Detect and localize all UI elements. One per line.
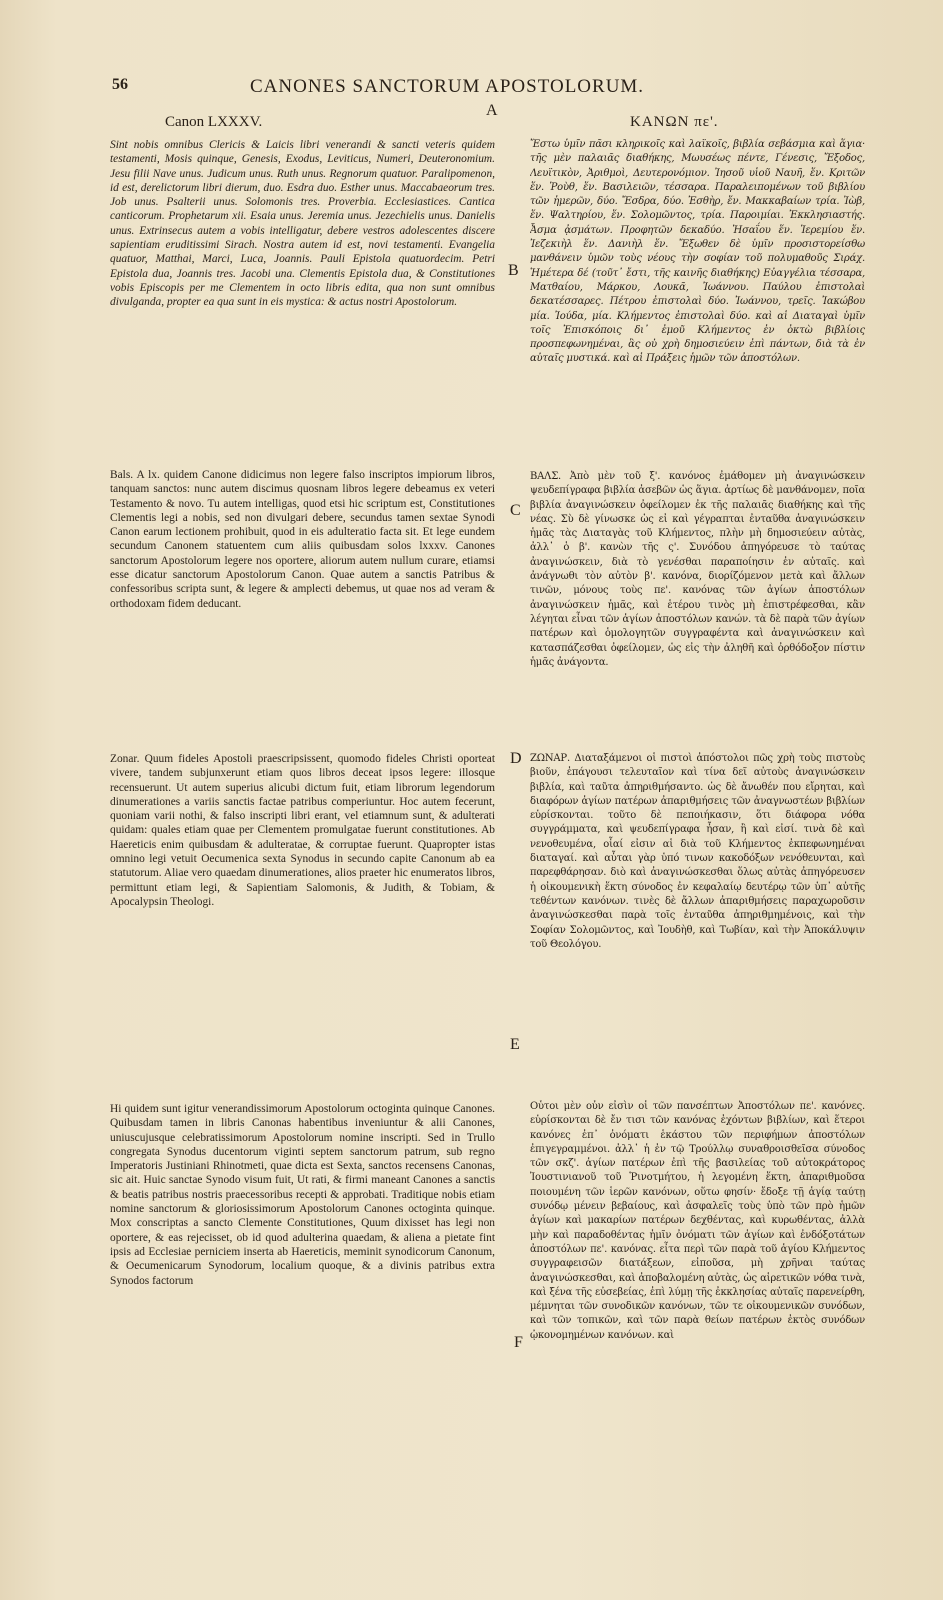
greek-closing-text: Οὗτοι μὲν οὖν εἰσὶν οἱ τῶν πανσέπτων Ἀποστόλων πε'. κανόνες. εὑρίσκονται δὲ ἔν τισι τῶν κανόνας ἐχόντων βιβλίων, καὶ ἕτεροι κανόνες ἐπ᾽ ὀνόματι ἑκάστου τῶν περιφήμων ἀποστόλων ἐπιγεγραμμένοι. ἀλλ᾽ ἡ ἐν τῷ Τρούλλῳ συναθροισθεῖσα σύνοδος τῶν σκζ'. ἁγίων πατέρων ἐπὶ τῆς βασιλείας τοῦ αὐτοκράτορος Ἰουστινιανοῦ τοῦ Ῥινοτμήτου, ἡ λεγομένη ἕκτη, ἀπαριθμοῦσα ποιουμένη τῶν ἱερῶν κανόνων, οὕτω φησίν· ἔδοξε τῇ ἁγίᾳ ταύτῃ συνόδῳ μένειν βεβαίους, καὶ ἀσφαλεῖς τοὺς ὑπὸ τῶν πρὸ ἡμῶν ἁγίων καὶ μακαρίων πατέρων δεχθέντας, καὶ κυρωθέντας, ἀλλὰ μὴν καὶ παραδοθέντας ἡμῖν ὀνόματι τῶν ἁγίων καὶ ἐνδόξοτάτων ἀποστόλων πε'. κανόνας. εἶτα περὶ τῶν παρὰ τοῦ ἁγίου Κλήμεντος συγγραφεισῶν διατάξεων, εἰποῦσα, μὴ χρῆναι ταύτας ἀναγινώσκεσθαι, καὶ ἀποβαλομένη αὐτὰς, ὡς αἱρετικῶν νόθα τινὰ, καὶ ξένα τῆς εὐσεβείας, ἐπὶ λύμῃ τῆς ἐκκλησίας αὐταῖς παρενείρθη, μέμνηται τῶν συνοδικῶν κανόνων, τῶν τε οἰκουμενικῶν συνόδων, καὶ τῶν τοπικῶν, καὶ τῶν παρὰ θείων πατέρων ἐκτὸς συνόδων ᾠκονομημένων κανόνων. καὶ	[530, 1101, 865, 1341]
greek-zonaras-block	[530, 752, 865, 1082]
greek-closing-block	[530, 1100, 865, 1525]
latin-canon-title: Canon LXXXV.	[165, 114, 263, 130]
latin-closing-block	[110, 1102, 495, 1522]
greek-zonaras-commentary: ΖΩΝΑΡ. Διαταξάμενοι οἱ πιστοὶ ἀπόστολοι πῶς χρὴ τοὺς πιστοὺς βιοῦν, ἐπάγουσι τελευταῖον καὶ τίνα δεῖ αὐτοὺς ἀναγινώσκειν βιβλία, καὶ ταῦτα ἀπηριθμήσαντο. ὡς δὲ ἄνωθέν που εἴρηται, καὶ διαφόρων ἁγίων πατέρων ἀπαριθμήσεις τῶν ἀναγνωστέων βιβλίων εὑρίσκονται. τοῦτο δὲ πεποιήκασιν, ὅτι διάφορα νόθα συγγράμματα, καὶ ψευδεπίγραφα ἦσαν, ἢ καὶ εἰσί. τινὰ δὲ καὶ νενοθευμένα, οἷαί εἰσιν αἱ διὰ τοῦ Κλήμεντος ἐκπεφωνημέναι διαταγαί. καὶ αὗται γὰρ ὑπό τινων κακοδόξων νενόθευνται, καὶ παρεφθάρησαν. διὸ καὶ ἀναγινώσκεσθαι ὅλως αὐτὰς ἀπηγόρευσεν ἡ οἰκουμενικὴ ἕκτη σύνοδος ἐν κεφαλαίῳ δευτέρῳ τῶν ὑπ᾽ αὐτῆς τεθέντων κανόνων. τινὲς δὲ ἄλλων ἀπαριθμήσεις παραχωροῦσιν ἀναγινώσκεσθαι παρὰ τοῖς ἐνταῦθα ἀπηριθμημένοις, καὶ τὴν Σοφίαν Σολομῶντος, καὶ Ἰουδὴθ, καὶ Τωβίαν, καὶ τὴν Ἀποκάλυψιν τοῦ Θεολόγου.	[530, 753, 865, 950]
margin-letter-c: C	[510, 502, 521, 519]
greek-canon-title: ΚΑΝΩΝ πε'.	[630, 114, 719, 130]
greek-canon-block	[530, 138, 865, 458]
greek-balsamon-block	[530, 470, 865, 738]
latin-canon-text: Sint nobis omnibus Clericis & Laicis libri venerandi & sancti veteris quidem testamenti, Mosis quinque, Genesis, Exodus, Leviticus, Numeri, Deuteronomium. Jesu filii Nave unus. Judicum unus. Ruth unus. Regnorum quatuor. Paralipomenon, id est, derelictorum libri dierum, duo. Esdra duo. Esther unus. Maccabaeorum tres. Job unus. Psalterii unus. Solomonis tres. Proverbia. Ecclesiastices. Cantica canticorum. Prophetarum xii. Esaia unus. Jeremia unus. Jezechielis unus. Danielis unus. Extrinsecus autem a vobis intelligatur, debere vestros adolescentes discere sapientiam eruditissimi Sirach. Nostra autem id est, novi testamenti. Evangelia quatuor, Matthai, Marci, Luca, Joannis. Pauli Epistola quatuordecim. Petri Epistola dua, Joannis tres. Jacobi una. Clementis Epistola dua, & Constitutiones vobis Episcopis per me Clementem in octo libris edita, qua non sunt omnibus divulganda, propter ea qua sunt in eis mystica: & actus nostri Apostolorum.	[110, 139, 495, 309]
latin-balsamon-block	[110, 468, 495, 738]
latin-closing-text: Hi quidem sunt igitur venerandissimorum Apostolorum octoginta quinque Canones. Quibusdam tamen in libris Canonas habentibus inveniuntur & alii Canones, uniuscujusque celebratissimorum Apostolorum nomine inscripti. Sed in Trullo congregata Synodus ducentorum viginti septem sanctorum patrum, sub regno Imperatoris Justiniani Rhinotmeti, quae dicta est Sexta, sanctos recensens Canonas, sic ait. Huic sanctae Synodo visum fuit, Ut rati, & firmi maneant Canones a sanctis & beatis patribus nostris praecessoribus recepti & approbati. Traditique nobis etiam nomine sanctorum & gloriosissimorum Apostolorum Canones octoginta quinque. Mox conscriptas a sancto Clemente Constitutiones, Quum dixisset has legi non oportere, & eas rejecisset, ob id quod adulterina quaedam, & aliena a pietate fint ipsis ad Ecclesiae perniciem inserta ab Haereticis, meminit synodicorum Canonum, & Oecumenicarum Synodorum, localium quoque, & a divinis patribus extra Synodos factorum	[110, 1103, 495, 1287]
latin-zonaras-block	[110, 752, 495, 1087]
page-number: 56	[112, 76, 128, 93]
page-header	[0, 76, 943, 106]
margin-letter-b: B	[508, 262, 519, 279]
margin-letter-f: F	[514, 1334, 523, 1351]
margin-letter-e: E	[510, 1036, 520, 1053]
margin-letter-d: D	[510, 750, 522, 767]
margin-letter-a: A	[486, 102, 498, 119]
running-title: CANONES SANCTORUM APOSTOLORUM.	[250, 76, 645, 97]
latin-zonaras-commentary: Zonar. Quum fideles Apostoli praescripsissent, quomodo fideles Christi oporteat vivere, tandem subjunxerunt etiam quos libros deceat ipsos legere: illosque recensuerunt. Ut autem superius alicubi dictum fuit, etiam librorum legendorum dinumerationes a variis sanctis factae patribus comperiuntur. Hoc autem fecerunt, quoniam varii nothi, & falso inscripti libri erant, vel etiamnum sunt, & adulterati quidam: quales etiam quae per Clementem promulgatae fuerunt constitutiones. Ab Haereticis enim quibusdam & adulteratae, & corruptae fuerunt. Quapropter istas omnino legi vetuit Oecumenica sexta Synodus in secundo capite Canonum ab ea statutorum. Aliae vero quaedam dinumerationes, alios praeter hic enumeratos libros, permittunt etiam legi, & Sapientiam Salomonis, & Judith, & Tobiam, & Apocalypsin Theologi.	[110, 753, 495, 908]
latin-canon-block	[110, 138, 495, 450]
greek-balsamon-commentary: ΒΑΛΣ. Ἀπὸ μὲν τοῦ ξ'. κανόνος ἐμάθομεν μὴ ἀναγινώσκειν ψευδεπίγραφα βιβλία ἀσεβῶν ὡς ἅγια. ἀρτίως δὲ μανθάνομεν, ποῖα βιβλία ἀναγινώσκειν ὀφείλομεν ἐκ τῆς παλαιᾶς διαθήκης καὶ τῆς νέας. Σὺ δὲ γίνωσκε ὡς εἰ καὶ γέγραπται ἐνταῦθα ἀναγινώσκειν ἡμᾶς τὰς Διαταγὰς τοῦ Κλήμεντος, πλὴν μὴ δημοσιεύειν αὐτὰς, ἀλλ᾽ ὁ β'. κανὼν τῆς ς'. Συνόδου ἀπηγόρευσε τὸ ταύτας ἀναγινώσκειν, διὰ τὸ γενέσθαι παραποίησιν ἐν αὐταῖς. καὶ ἀνάγνωθι τὸν αὐτὸν β'. κανόνα, διορίζόμενον μετὰ καὶ ἄλλων τινῶν, μόνους τοὺς πε'. κανόνας τῶν ἁγίων ἀποστόλων ἀναγινώσκειν ἡμᾶς, καὶ ἑτέρου τινὸς μὴ ἐπιστρέφεσθαι, κἂν λέγηται εἶναι τῶν ἁγίων ἀποστόλων κανών. τὰ δὲ παρὰ τῶν ἁγίων πατέρων καὶ ὁμολογητῶν συγγραφέντα καὶ ἀναγινώσκειν καὶ κατασπάζεσθαι ὀφείλομεν, ὡς εἰς τὴν ἀληθῆ καὶ ὀρθόδοξον πίστιν ἡμᾶς ἀνάγοντα.	[530, 471, 865, 668]
latin-balsamon-commentary: Bals. A lx. quidem Canone didicimus non legere falso inscriptos impiorum libros, tanquam sanctos: nunc autem discimus quosnam libros legere debeamus ex veteri Testamento & novo. Tu autem intelligas, quod etsi hic scriptum est, Constitutiones Clementis legi a nobis, sed non divulgari debere, secundus tamen sextae Synodi Canon earum lectionem prohibuit, quod in eis adulteratio facta sit. Et lege eundem secundum Canonem statuentem cum aliis quibusdam solos lxxxv. Canones sanctorum Apostolorum legere nos oportere, aliorum autem nullum curare, etiamsi esse dicatur sanctorum Apostolorum Canon. Quae autem a sanctis Patribus & confessoribus scripta sunt, & legere & amplecti debemus, ut quae nos ad veram & orthodoxam fidem deducant.	[110, 469, 495, 610]
greek-canon-text: Ἔστω ὑμῖν πᾶσι κληρικοῖς καὶ λαϊκοῖς, βιβλία σεβάσμια καὶ ἅγια· τῆς μὲν παλαιᾶς διαθήκης, Μωυσέως πέντε, Γένεσις, Ἔξοδος, Λευϊτικὸν, Ἀριθμοὶ, Δευτερονόμιον. Ἰησοῦ υἱοῦ Ναυῆ, ἕν. Κριτῶν ἕν. Ῥοὺθ, ἕν. Βασιλειῶν, τέσσαρα. Παραλειπομένων τοῦ βιβλίου τῶν ἡμερῶν, δύο. Ἔσδρα, δύο. Ἐσθὴρ, ἕν. Μακκαβαίων τρία. Ἰὼβ, ἕν. Ψαλτηρίου, ἕν. Σολομῶντος, τρία. Παροιμίαι. Ἐκκλησιαστής. Ἆσμα ᾀσμάτων. Προφητῶν δεκαδύο. Ἡσαΐου ἕν. Ἱερεμίου ἕν. Ἰεζεκιὴλ ἕν. Δανιὴλ ἕν. Ἔξωθεν δὲ ὑμῖν προσιστορείσθω μανθάνειν ὑμῶν τοὺς νέους τὴν σοφίαν τοῦ πολυμαθοῦς Σιράχ. Ἡμέτερα δέ (τοῦτ᾽ ἔστι, τῆς καινῆς διαθήκης) Εὐαγγέλια τέσσαρα, Ματθαίου, Μάρκου, Λουκᾶ, Ἰωάννου. Παύλου ἐπιστολαὶ δεκατέσσαρες. Πέτρου ἐπιστολαὶ δύο. Ἰωάννου, τρεῖς. Ἰακώβου μία. Ἰούδα, μία. Κλήμεντος ἐπιστολαὶ δύο. καὶ αἱ Διαταγαὶ ὑμῖν τοῖς Ἐπισκόποις δι᾽ ἐμοῦ Κλήμεντος ἐν ὀκτὼ βιβλίοις προσπεφωνημέναι, ἃς οὐ χρὴ δημοσιεύειν ἐπὶ πάντων, διὰ τὰ ἐν αὐταῖς μυστικά. καὶ αἱ Πράξεις ἡμῶν τῶν ἀποστόλων.	[530, 139, 865, 365]
